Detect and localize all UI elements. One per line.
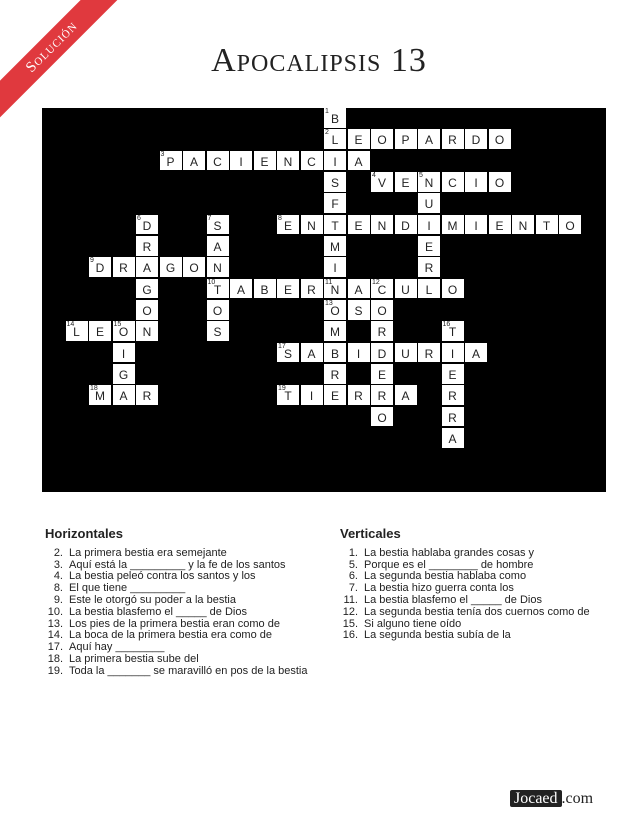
cell-letter: R xyxy=(142,389,152,404)
cell-letter: R xyxy=(448,410,457,425)
grid-cell xyxy=(324,343,346,363)
cell-letter: I xyxy=(356,346,361,361)
cell-letter: A xyxy=(354,282,363,297)
cell-letter: N xyxy=(518,218,528,233)
cell-letter: M xyxy=(330,239,340,254)
grid-cell xyxy=(536,215,558,235)
cell-letter: O xyxy=(447,282,458,297)
grid-cell xyxy=(207,279,229,299)
grid-cell xyxy=(442,279,464,299)
page-title: Apocalipsis 13 xyxy=(211,42,427,79)
cell-letter: L xyxy=(331,133,339,148)
clue-number: 15. xyxy=(342,617,358,630)
grid-cell xyxy=(371,279,393,299)
grid-cell xyxy=(324,364,346,384)
grid-cell xyxy=(207,300,229,320)
grid-cell xyxy=(442,407,464,427)
cell-letter: R xyxy=(377,389,387,404)
cell-letter: O xyxy=(377,303,387,318)
cell-letter: E xyxy=(354,218,363,233)
cell-letter: A xyxy=(307,346,316,361)
cell-letter: N xyxy=(424,175,434,190)
grid-cell xyxy=(371,300,393,320)
grid-cell xyxy=(301,151,323,171)
cell-number: 18 xyxy=(90,385,98,393)
grid-cell xyxy=(136,385,158,405)
clue-number: 2. xyxy=(53,546,63,559)
cell-letter: A xyxy=(189,154,198,169)
clue-text: Toda la _______ se maravilló en pos de la bestia xyxy=(69,664,308,677)
cell-letter: O xyxy=(142,303,152,318)
cell-letter: C xyxy=(213,154,222,169)
clue-text: Aquí hay ________ xyxy=(69,641,165,654)
grid-cell xyxy=(324,279,346,299)
cell-letter: N xyxy=(377,218,387,233)
grid-cell xyxy=(442,364,464,384)
clue-number: 12. xyxy=(342,605,358,618)
grid-cell xyxy=(371,364,393,384)
cell-letter: R xyxy=(424,261,434,276)
grid-cell xyxy=(348,279,370,299)
grid-cell xyxy=(277,215,299,235)
cell-letter: A xyxy=(424,133,433,148)
jocaed-logo[interactable] xyxy=(510,790,593,810)
grid-cell xyxy=(418,129,440,149)
grid-cell xyxy=(395,279,417,299)
cell-letter: G xyxy=(118,367,129,382)
clue-item xyxy=(45,666,310,678)
grid-cell xyxy=(324,257,346,277)
clue-number: 6. xyxy=(348,570,358,583)
cell-letter: E xyxy=(260,154,269,169)
clue-text: Si alguno tiene oído xyxy=(364,617,462,630)
clue-text: La bestia peleó contra los santos y los xyxy=(69,570,256,583)
grid-cell xyxy=(324,236,346,256)
clue-number: 9. xyxy=(53,593,63,606)
cell-letter: M xyxy=(330,325,340,340)
cell-number: 12 xyxy=(372,278,380,286)
cell-letter: I xyxy=(333,261,337,276)
cell-letter: R xyxy=(330,367,340,382)
clue-text: Este le otorgó su poder a la bestia xyxy=(69,593,236,606)
cell-number: 1 xyxy=(325,108,329,115)
cell-letter: R xyxy=(448,389,457,404)
grid-cell xyxy=(418,279,440,299)
clue-number: 1. xyxy=(348,546,358,559)
grid-cell xyxy=(324,385,346,405)
logo-mark: Jocaed xyxy=(510,790,562,807)
cell-number: 13 xyxy=(325,299,333,307)
grid-cell xyxy=(277,151,299,171)
cell-letter: O xyxy=(189,261,199,276)
grid-cell xyxy=(254,279,276,299)
grid-cell xyxy=(418,236,440,256)
grid-cell xyxy=(442,321,464,341)
grid-cell xyxy=(489,215,511,235)
cell-letter: O xyxy=(377,133,387,148)
grid-cell xyxy=(324,172,346,192)
grid-cell xyxy=(183,151,205,171)
grid-cell xyxy=(89,257,111,277)
clue-text: La primera bestia era semejante xyxy=(69,546,227,559)
cell-letter: O xyxy=(494,133,505,148)
cell-letter: O xyxy=(377,410,387,425)
cell-letter: B xyxy=(330,346,339,361)
grid-cell xyxy=(371,172,393,192)
grid-cell xyxy=(254,151,276,171)
grid-cell xyxy=(348,215,370,235)
clue-number: 13. xyxy=(47,617,63,630)
cell-letter: V xyxy=(377,175,386,190)
grid-cell xyxy=(207,236,229,256)
cell-letter: M xyxy=(447,218,458,233)
grid-cell xyxy=(183,257,205,277)
cell-letter: G xyxy=(165,261,176,276)
grid-cell xyxy=(465,343,487,363)
cell-letter: R xyxy=(448,133,457,148)
grid-cell xyxy=(207,151,229,171)
grid-cell xyxy=(442,343,464,363)
vertical-clues xyxy=(340,528,620,642)
grid-cell xyxy=(136,215,158,235)
grid-cell xyxy=(136,279,158,299)
clue-number: 14. xyxy=(47,629,63,642)
grid-cell xyxy=(371,129,393,149)
cell-number: 7 xyxy=(207,214,212,222)
grid-cell xyxy=(418,193,440,213)
cell-number: 19 xyxy=(278,385,286,393)
cell-letter: I xyxy=(474,175,478,190)
cell-letter: N xyxy=(307,218,316,233)
cell-number: 11 xyxy=(325,278,333,286)
cell-letter: E xyxy=(95,325,104,340)
clue-number: 17. xyxy=(47,641,63,654)
grid-cell xyxy=(371,343,393,363)
clue-number: 7. xyxy=(348,582,358,595)
cell-letter: N xyxy=(283,154,293,169)
cell-number: 4 xyxy=(372,171,376,179)
grid-cell xyxy=(136,321,158,341)
grid-cell xyxy=(395,215,417,235)
grid-cell xyxy=(348,343,370,363)
cell-letter: R xyxy=(119,261,128,276)
cell-letter: M xyxy=(95,389,105,404)
cell-number: 3 xyxy=(160,150,165,158)
grid-cell xyxy=(160,257,182,277)
clue-text: La bestia hizo guerra conta los xyxy=(364,582,514,595)
cell-letter: A xyxy=(354,154,363,169)
cell-letter: R xyxy=(307,282,316,297)
cell-letter: S xyxy=(213,325,222,340)
cell-letter: R xyxy=(377,325,387,340)
cell-number: 10 xyxy=(207,278,216,286)
cell-letter: B xyxy=(330,112,339,126)
clue-text: La boca de la primera bestia era como de xyxy=(69,629,273,642)
grid-cell xyxy=(113,343,135,363)
grid-cell xyxy=(395,172,417,192)
cell-letter: A xyxy=(471,346,480,361)
cell-number: 9 xyxy=(90,257,94,265)
cell-letter: N xyxy=(213,261,222,276)
cell-letter: I xyxy=(474,218,478,233)
cell-number: 14 xyxy=(66,321,75,329)
cell-letter: N xyxy=(330,282,340,297)
cell-letter: O xyxy=(494,175,505,190)
cell-letter: I xyxy=(450,346,455,361)
cell-letter: D xyxy=(471,133,481,148)
cell-letter: D xyxy=(142,218,152,233)
grid-cell xyxy=(418,343,440,363)
cell-letter: D xyxy=(95,261,105,276)
grid-cell xyxy=(371,321,393,341)
cell-letter: L xyxy=(73,325,80,340)
cell-letter: E xyxy=(283,218,292,233)
grid-cell xyxy=(442,172,464,192)
clue-text: La segunda bestia hablaba como xyxy=(364,570,527,583)
cell-letter: I xyxy=(239,154,243,169)
grid-cell xyxy=(465,215,487,235)
grid-cell xyxy=(371,385,393,405)
grid-cell xyxy=(324,300,346,320)
grid-cell xyxy=(348,129,370,149)
grid-cell xyxy=(324,215,346,235)
grid-cell xyxy=(324,108,346,128)
clue-text: La bestia blasfemo el _____ de Dios xyxy=(364,593,542,606)
clue-text: La segunda bestia tenía dos cuernos como de xyxy=(364,605,590,618)
grid-cell xyxy=(442,129,464,149)
solution-ribbon: Solución xyxy=(0,0,125,120)
cell-letter: N xyxy=(142,325,152,340)
clue-text: Los pies de la primera bestia eran como de xyxy=(69,617,280,630)
horizontal-clue-list xyxy=(45,548,310,678)
cell-letter: E xyxy=(495,218,504,233)
grid-cell xyxy=(113,321,135,341)
grid-cell xyxy=(207,257,229,277)
cell-letter: E xyxy=(330,389,339,404)
clue-text: La bestia hablaba grandes cosas y xyxy=(364,546,535,559)
cell-letter: O xyxy=(330,303,340,318)
grid-cell xyxy=(489,172,511,192)
cell-letter: T xyxy=(331,218,339,233)
grid-cell xyxy=(395,343,417,363)
grid-cell xyxy=(113,257,135,277)
cell-letter: R xyxy=(424,346,434,361)
grid-cell xyxy=(418,257,440,277)
cell-letter: T xyxy=(448,325,457,340)
cell-letter: E xyxy=(354,133,363,148)
cell-letter: U xyxy=(401,282,410,297)
grid-cell xyxy=(89,321,111,341)
cell-letter: I xyxy=(309,389,314,404)
cell-letter: E xyxy=(424,239,433,254)
grid-cell xyxy=(442,215,464,235)
logo-suffix: .com xyxy=(561,790,594,807)
cell-letter: C xyxy=(448,175,457,190)
grid-cell xyxy=(113,364,135,384)
horizontal-heading: Horizontales xyxy=(45,526,124,541)
cell-letter: E xyxy=(283,282,292,297)
cell-number: 15 xyxy=(113,321,122,329)
grid-cell xyxy=(348,300,370,320)
grid-cell xyxy=(66,321,88,341)
clue-text: El que tiene _________ xyxy=(69,582,186,595)
grid-cell xyxy=(395,129,417,149)
cell-letter: C xyxy=(377,282,387,297)
cell-number: 16 xyxy=(442,321,451,329)
cell-letter: A xyxy=(448,431,457,446)
cell-letter: E xyxy=(377,367,386,382)
grid-cell xyxy=(113,385,135,405)
grid-cell xyxy=(465,172,487,192)
grid-cell xyxy=(324,321,346,341)
grid-cell xyxy=(371,215,393,235)
cell-number: 2 xyxy=(325,129,329,137)
grid-cell xyxy=(136,236,158,256)
grid-cell xyxy=(207,215,229,235)
grid-cell xyxy=(371,407,393,427)
grid-cell xyxy=(301,385,323,405)
cell-letter: T xyxy=(284,389,292,404)
cell-letter: S xyxy=(213,218,222,233)
grid-cell xyxy=(489,129,511,149)
cell-letter: T xyxy=(542,218,551,233)
clue-number: 4. xyxy=(53,570,63,583)
cell-letter: S xyxy=(330,175,339,190)
grid-cell xyxy=(277,343,299,363)
clue-number: 8. xyxy=(53,582,63,595)
grid-cell xyxy=(324,151,346,171)
grid-cell xyxy=(301,279,323,299)
cell-letter: G xyxy=(142,282,152,297)
cell-number: 5 xyxy=(419,171,423,179)
clue-number: 19. xyxy=(47,664,63,677)
cell-letter: L xyxy=(425,282,433,297)
cell-letter: U xyxy=(401,346,410,361)
cell-letter: O xyxy=(212,303,223,318)
grid-cell xyxy=(230,279,252,299)
horizontal-clues xyxy=(45,528,310,678)
cell-letter: C xyxy=(307,154,316,169)
vertical-clue-list xyxy=(340,548,620,642)
clue-number: 11. xyxy=(343,593,358,606)
grid-cell xyxy=(230,151,252,171)
clue-text: La bestia blasfemo el _____ de Dios xyxy=(69,605,247,618)
cell-letter: U xyxy=(424,197,434,212)
cell-letter: A xyxy=(142,261,151,276)
grid-cell xyxy=(136,257,158,277)
cell-letter: A xyxy=(119,389,128,404)
vertical-heading: Verticales xyxy=(340,526,401,541)
cell-letter: R xyxy=(142,239,152,254)
cell-letter: I xyxy=(333,154,337,169)
grid-cell xyxy=(465,129,487,149)
cell-letter: A xyxy=(401,389,410,404)
cell-letter: S xyxy=(354,303,363,318)
grid-cell xyxy=(348,385,370,405)
cell-letter: I xyxy=(121,346,126,361)
clue-text: Aquí está la _________ y la fe de los santos xyxy=(69,558,286,571)
cell-letter: D xyxy=(377,346,387,361)
grid-cell xyxy=(442,428,464,448)
clue-number: 16. xyxy=(342,629,358,642)
cell-letter: I xyxy=(427,218,431,233)
grid-cell xyxy=(160,151,182,171)
cell-letter: P xyxy=(401,133,410,148)
clue-number: 18. xyxy=(47,652,63,665)
crossword-grid xyxy=(42,108,606,492)
grid-cell xyxy=(442,385,464,405)
cell-letter: A xyxy=(236,282,245,297)
grid-cell xyxy=(418,215,440,235)
clue-number: 10. xyxy=(47,605,63,618)
clue-text: Porque es el ________ de hombre xyxy=(364,558,534,571)
cell-letter: E xyxy=(448,367,457,382)
grid-cell xyxy=(395,385,417,405)
grid-cell xyxy=(277,279,299,299)
cell-number: 6 xyxy=(137,214,141,222)
grid-cell xyxy=(301,343,323,363)
cell-letter: O xyxy=(565,218,575,233)
cell-letter: E xyxy=(401,175,410,190)
cell-letter: T xyxy=(213,282,222,297)
clue-text: La primera bestia sube del xyxy=(69,652,199,665)
cell-number: 8 xyxy=(278,214,282,222)
grid-cell xyxy=(512,215,534,235)
cell-letter: O xyxy=(118,325,129,340)
cell-letter: P xyxy=(166,154,175,169)
cell-number: 17 xyxy=(278,342,286,350)
clue-number: 3. xyxy=(53,558,63,571)
grid-cell xyxy=(348,151,370,171)
grid-cell xyxy=(559,215,581,235)
cell-letter: F xyxy=(331,197,339,212)
clue-text: La segunda bestia subía de la xyxy=(364,629,511,642)
cell-letter: A xyxy=(213,239,222,254)
cell-letter: D xyxy=(401,218,410,233)
grid-cell xyxy=(136,300,158,320)
clue-number: 5. xyxy=(348,558,358,571)
grid-cell xyxy=(89,385,111,405)
grid-cell xyxy=(324,129,346,149)
clue-item xyxy=(340,630,620,642)
cell-letter: B xyxy=(260,282,269,297)
grid-cell xyxy=(324,193,346,213)
grid-cell xyxy=(207,321,229,341)
grid-cell xyxy=(301,215,323,235)
cell-letter: S xyxy=(283,346,292,361)
cell-letter: R xyxy=(354,389,363,404)
grid-cell xyxy=(277,385,299,405)
grid-cell xyxy=(418,172,440,192)
